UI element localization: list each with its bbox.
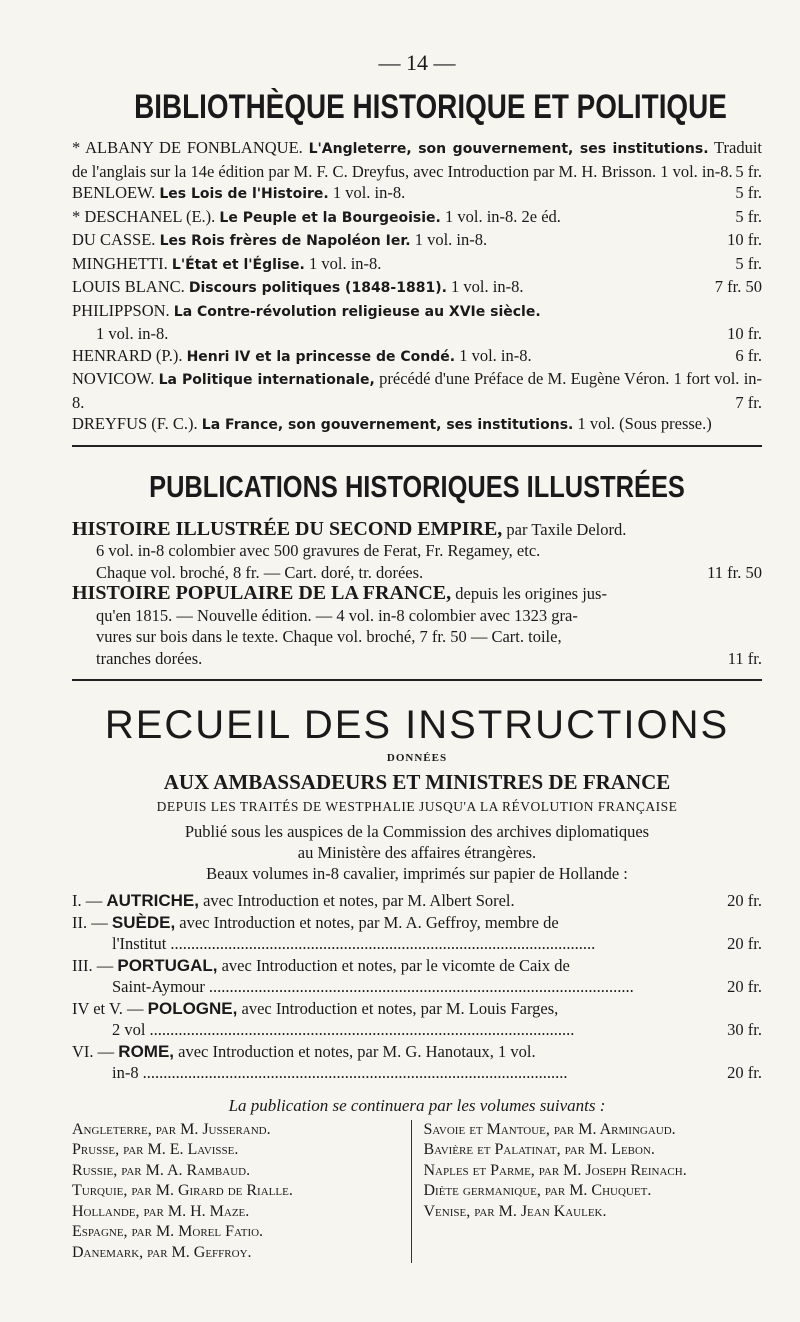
future-volumes-right <box>411 1120 763 1264</box>
divider <box>72 445 762 447</box>
catalog-list <box>72 137 762 437</box>
volume-list <box>72 890 762 1084</box>
list-item: Prusse, par M. E. Lavisse. <box>72 1141 239 1158</box>
illustrated-entry: HISTOIRE ILLUSTRÉE DU SECOND EMPIRE, par Taxile Delord. <box>72 517 627 540</box>
future-volumes <box>72 1120 762 1264</box>
section-title-recueil: RECUEIL DES INSTRUCTIONS <box>104 703 730 747</box>
divider <box>72 679 762 681</box>
list-item: Espagne, par M. Morel Fatio. <box>72 1223 264 1240</box>
volume-entry: VI. — ROME, avec Introduction et notes, par M. G. Hanotaux, 1 vol. in-8 ....................................................................................................... 20 fr. <box>72 1041 762 1082</box>
illustrated-list <box>72 519 762 670</box>
illustrated-entry-line: 6 vol. in-8 colombier avec 500 gravures de Ferat, Fr. Regamey, etc. <box>96 541 541 560</box>
catalog-entry: DU CASSE. Les Rois frères de Napoléon Ier. 1 vol. in-8. 10 fr. <box>72 230 762 249</box>
publie-line: au Ministère des affaires étrangères. <box>297 843 537 862</box>
section-title-bibliotheque: BIBLIOTHÈQUE HISTORIQUE ET POLITIQUE <box>134 88 727 126</box>
catalog-entry: HENRARD (P.). Henri IV et la princesse de Condé. 1 vol. in-8. 6 fr. <box>72 345 762 365</box>
publie-line: Publié sous les auspices de la Commission des archives diplomatiques <box>184 822 650 841</box>
illustrated-entry: HISTOIRE POPULAIRE DE LA FRANCE, depuis les origines jus- <box>72 582 607 604</box>
catalog-entry: PHILIPPSON. La Contre-révolution religieuse au XVIe siècle. <box>72 300 541 320</box>
catalog-entry-cont: 1 vol. in-8. 10 fr. <box>96 324 762 343</box>
illustrated-entry-line: vures sur bois dans le texte. Chaque vol. broché, 7 fr. 50 — Cart. toile, <box>96 627 562 646</box>
list-item: Angleterre, par M. Jusserand. <box>72 1120 271 1138</box>
list-item: Hollande, par M. H. Maze. <box>72 1202 250 1220</box>
list-item: Venise, par M. Jean Kaulek. <box>423 1202 607 1220</box>
catalog-entry: * ALBANY DE FONBLANQUE. L'Angleterre, son gouvernement, ses institutions. Traduit de l'anglais sur la 14e édition par M. F. C. Dreyfus, avec Introduction par M. H. Brisson. 1 vol. in-8. 5 fr. <box>72 138 762 181</box>
volume-entry: IV et V. — POLOGNE, avec Introduction et notes, par M. Louis Farges, 2 vol ....................................................................................................... 30 fr. <box>72 998 762 1039</box>
continuation-note: La publication se continuera par les volumes suivants : <box>228 1095 606 1115</box>
list-item: Russie, par M. A. Rambaud. <box>72 1161 251 1179</box>
list-item: Naples et Parme, par M. Joseph Reinach. <box>423 1161 687 1179</box>
illustrated-entry-line: Chaque vol. broché, 8 fr. — Cart. doré, tr. dorées. 11 fr. 50 <box>96 562 762 582</box>
section-title-publications: PUBLICATIONS HISTORIQUES ILLUSTRÉES <box>149 468 685 504</box>
donnees-label: DONNÉES <box>386 752 448 764</box>
page-number: — 14 — <box>378 50 456 75</box>
volume-entry: III. — PORTUGAL, avec Introduction et notes, par le vicomte de Caix de Saint-Aymour ....................................................................................................... 20 fr. <box>72 955 762 996</box>
catalog-entry: BENLOEW. Les Lois de l'Histoire. 1 vol. in-8. 5 fr. <box>72 183 762 202</box>
list-item: Turquie, par M. Girard de Rialle. <box>72 1182 293 1199</box>
page <box>72 0 762 1263</box>
list-item: Savoie et Mantoue, par M. Armingaud. <box>423 1120 676 1138</box>
catalog-entry: * DESCHANEL (E.). Le Peuple et la Bourgeoisie. 1 vol. in-8. 2e éd. 5 fr. <box>72 206 762 226</box>
volume-entry: II. — SUÈDE, avec Introduction et notes, par M. A. Geffroy, membre de l'Institut ....................................................................................................... 20 fr. <box>72 912 762 953</box>
future-volumes-left <box>72 1120 411 1264</box>
list-item: Danemark, par M. Geffroy. <box>72 1243 252 1261</box>
catalog-entry: NOVICOW. La Politique internationale, précédé d'une Préface de M. Eugène Véron. 1 fort vol. in-8. 7 fr. <box>72 369 763 412</box>
catalog-entry: MINGHETTI. L'État et l'Église. 1 vol. in-8. 5 fr. <box>72 253 762 273</box>
volume-entry: I. — AUTRICHE, avec Introduction et notes, par M. Albert Sorel. 20 fr. <box>72 891 762 910</box>
recueil-since: DEPUIS LES TRAITÉS DE WESTPHALIE JUSQU'A LA RÉVOLUTION FRANÇAISE <box>156 799 678 814</box>
illustrated-entry-line: qu'en 1815. — Nouvelle édition. — 4 vol. in-8 colombier avec 1323 gra- <box>96 605 578 625</box>
catalog-entry: DREYFUS (F. C.). La France, son gouvernement, ses institutions. 1 vol. (Sous presse.) <box>72 414 712 433</box>
beaux-volumes: Beaux volumes in-8 cavalier, imprimés sur papier de Hollande : <box>206 864 628 883</box>
recueil-subtitle: AUX AMBASSADEURS ET MINISTRES DE FRANCE <box>163 770 671 794</box>
catalog-entry: LOUIS BLANC. Discours politiques (1848-1881). 1 vol. in-8. 7 fr. 50 <box>72 277 762 296</box>
list-item: Bavière et Palatinat, par M. Lebon. <box>423 1141 655 1158</box>
list-item: Diète germanique, par M. Chuquet. <box>423 1182 652 1199</box>
illustrated-entry-line: tranches dorées. 11 fr. <box>96 648 762 668</box>
